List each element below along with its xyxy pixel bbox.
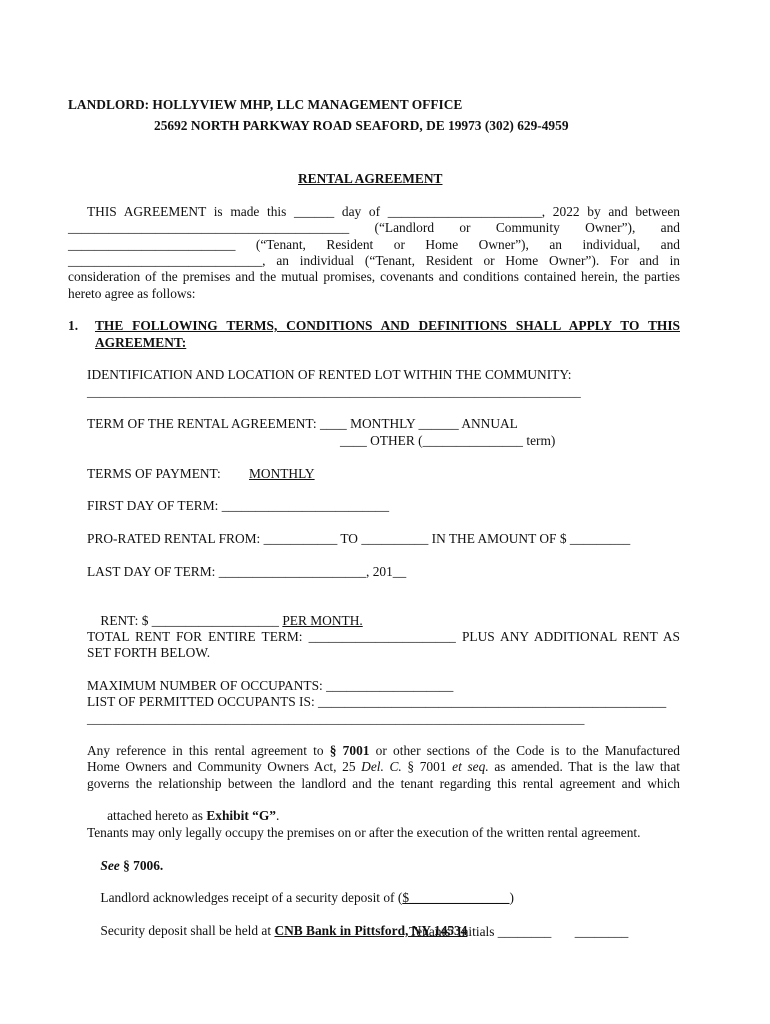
intro-line-3: _________________________ (“Tenant, Resident or Home Owner”), an individual, and	[68, 237, 680, 252]
occupancy-line-1: Tenants may only legally occupy the premises on or after the execution of the written rental agreement.	[87, 825, 641, 840]
identification-field[interactable]: _______________________________________________________________________________	[87, 385, 581, 399]
first-day-field[interactable]: FIRST DAY OF TERM: _________________________	[87, 498, 390, 513]
intro-line-2: __________________________________________ (“Landlord or Community Owner”), and	[68, 220, 680, 235]
see-citation: See	[100, 858, 120, 873]
intro-line-1: THIS AGREEMENT is made this ______ day of _______________________, 2022 by and between	[87, 204, 680, 219]
payment-label: TERMS OF PAYMENT:	[87, 466, 221, 481]
landlord-heading: LANDLORD: HOLLYVIEW MHP, LLC MANAGEMENT OFFICE	[68, 97, 463, 112]
intro-line-5: consideration of the premises and the mutual promises, covenants and conditions contained herein, the parties	[68, 269, 680, 284]
tenants-initials[interactable]: Tenants’ Initials ________ ________	[409, 924, 629, 939]
term-line-1: TERM OF THE RENTAL AGREEMENT: ____ MONTHLY ______ ANNUAL	[87, 416, 518, 431]
section-heading-line-1: THE FOLLOWING TERMS, CONDITIONS AND DEFINITIONS SHALL APPLY TO THIS	[95, 318, 680, 333]
total-rent-line-1[interactable]: TOTAL RENT FOR ENTIRE TERM: ______________________ PLUS ANY ADDITIONAL RENT AS	[87, 629, 680, 644]
permitted-occupants-field[interactable]: LIST OF PERMITTED OCCUPANTS IS: ____________________________________________________	[87, 694, 667, 709]
max-occupants-field[interactable]: MAXIMUM NUMBER OF OCCUPANTS: ___________________	[87, 678, 454, 693]
reference-text: .	[275, 808, 280, 823]
total-rent-line-2: SET FORTH BELOW.	[87, 645, 211, 660]
rent-suffix: PER MONTH.	[282, 613, 363, 628]
bank-name: CNB Bank in Pittsford, NY 14534	[274, 923, 468, 938]
page-title: RENTAL AGREEMENT	[298, 171, 443, 186]
permitted-occupants-blank[interactable]: _______________________________________________________________________________	[87, 712, 585, 726]
reference-text: or other sections of the Code is to the Manufactured	[369, 743, 680, 758]
payment-value: MONTHLY	[249, 466, 315, 481]
reference-line-1	[87, 743, 680, 759]
section-heading-line-2: AGREEMENT:	[95, 335, 187, 350]
reference-text: Any reference in this rental agreement to	[87, 743, 330, 758]
reference-section: § 7001	[329, 743, 370, 758]
deposit-text: Landlord acknowledges receipt of a security deposit of (	[100, 890, 403, 905]
prorated-rental-field[interactable]: PRO-RATED RENTAL FROM: ___________ TO __________ IN THE AMOUNT OF $ _________	[87, 531, 631, 546]
intro-line-4: _____________________________, an individual (“Tenant, Resident or Home Owner”). For and in	[68, 253, 680, 268]
section-number: 1.	[68, 318, 79, 333]
reference-line-2	[87, 759, 680, 775]
landlord-address: 25692 NORTH PARKWAY ROAD SEAFORD, DE 19973 (302) 629-4959	[154, 118, 569, 133]
identification-label: IDENTIFICATION AND LOCATION OF RENTED LOT WITHIN THE COMMUNITY:	[87, 367, 572, 382]
term-line-2: ____ OTHER (_______________ term)	[340, 433, 556, 448]
deposit-text: )	[509, 890, 514, 905]
deposit-text: Security deposit shall be held at	[100, 923, 275, 938]
last-day-field[interactable]: LAST DAY OF TERM: ______________________, 201__	[87, 564, 407, 579]
intro-line-6: hereto agree as follows:	[68, 286, 196, 301]
reference-text: attached hereto as	[107, 808, 207, 823]
reference-citation: et seq.	[452, 759, 489, 774]
reference-text: as amended. That is the law that	[488, 759, 680, 774]
exhibit-reference: Exhibit “G”	[206, 808, 276, 823]
reference-text: § 7001	[401, 759, 453, 774]
rent-prefix: RENT: $ ___________________	[100, 613, 283, 628]
reference-text: Home Owners and Community Owners Act, 25	[87, 759, 362, 774]
reference-line-3: governs the relationship between the landlord and the tenant regarding this rental agreement and which	[87, 776, 680, 791]
section-citation: § 7006.	[119, 858, 164, 873]
reference-citation: Del. C.	[361, 759, 402, 774]
deposit-amount-field[interactable]: $_______________	[402, 890, 510, 905]
